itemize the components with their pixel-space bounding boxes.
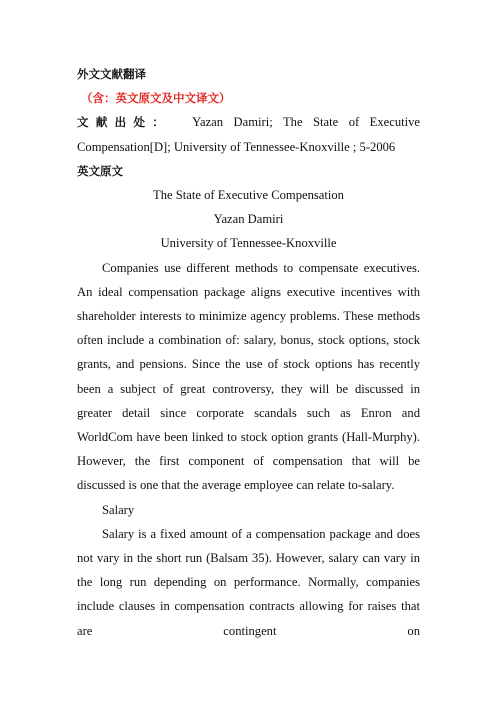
article-title: The State of Executive Compensation xyxy=(153,188,344,203)
source-citation xyxy=(77,110,420,158)
subsection-heading-salary: Salary xyxy=(102,502,135,517)
paragraph-intro: Companies use different methods to compensate executives. An ideal compensation package aligns executive incentives with shareholder interests to minimize agency problems. These methods often include a combination of: salary, bonus, stock options, stock grants, and pensions. Since the use of stock options has recently been a subject of great controversy, they will be discussed in greater detail since corporate scandals such as Enron and WorldCom have been linked to stock option grants (Hall-Murphy). However, the first component of compensation that will be discussed is one that the average employee can relate to-salary. xyxy=(77,260,420,493)
source-label: 文献出处： xyxy=(77,115,172,130)
paragraph-salary: Salary is a fixed amount of a compensation package and does not vary in the short run (Balsam 35). However, salary can vary in the long run depending on performance. Normally, companies include clauses in compensation contracts allowing for raises that are contingent on xyxy=(77,526,420,638)
article-affiliation: University of Tennessee-Knoxville xyxy=(160,236,337,251)
section-heading: 英文原文 xyxy=(77,163,123,178)
document-heading: 外文文献翻译 xyxy=(77,67,146,81)
source-text: Yazan Damiri; The State of Executive Compensation[D]; University of Tennessee-Knoxville ; 5-2006 xyxy=(77,115,421,154)
document-body xyxy=(77,62,420,643)
article-author: Yazan Damiri xyxy=(213,212,284,227)
document-subtitle: （含：英文原文及中文译文） xyxy=(81,91,231,106)
